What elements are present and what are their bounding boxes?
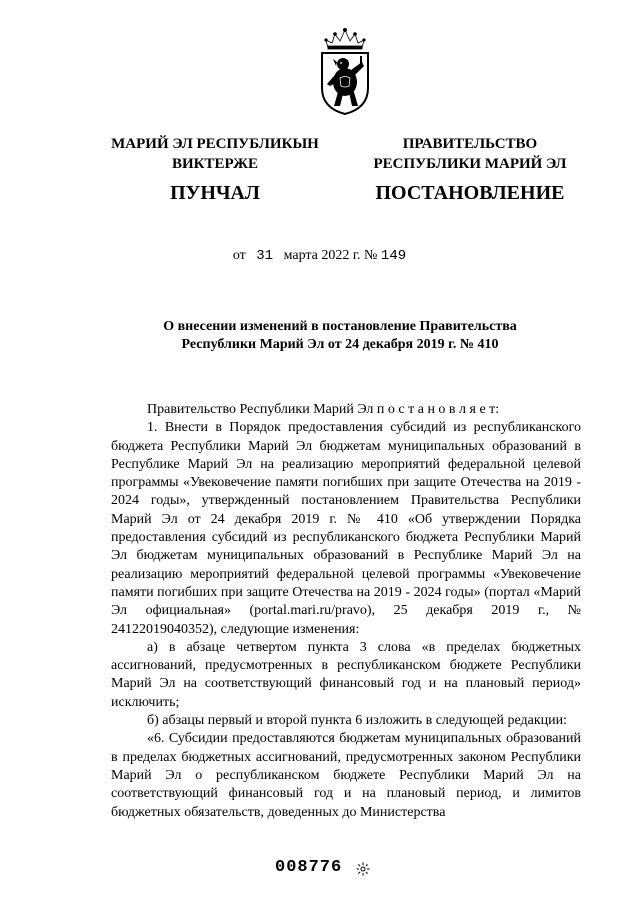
document-number: 149 xyxy=(380,248,407,264)
header-left-title: ПУНЧАЛ xyxy=(170,182,260,204)
date-month-year: марта 2022 г. № xyxy=(283,248,378,263)
document-title-line2: Республики Марий Эл от 24 декабря 2019 г. № 410 xyxy=(181,337,499,352)
document-date-line xyxy=(0,248,639,264)
date-prefix: от xyxy=(232,248,246,263)
header-left xyxy=(90,134,340,206)
document-body xyxy=(111,401,581,822)
seal-rosette-icon xyxy=(356,862,370,876)
coat-of-arms-icon xyxy=(318,26,372,116)
body-paragraph-5: «6. Субсидии предоставляются бюджетам муниципальных образований в пределах бюджетных ассигнований, предусмотренных законом Республики Марий Эл о республиканском бюджете Республики Марий Эл на соответствующий финансовый год и на плановый период, и лимитов бюджетных обязательств, доведенных до Министерства xyxy=(111,731,581,820)
body-paragraph-3: а) в абзаце четвертом пункта 3 слова «в пределах бюджетных ассигнований, предусмотренных в республиканском бюджете Республики Марий Эл на соответствующий финансовый год и на плановый период» исключить; xyxy=(111,639,581,710)
date-day: 31 xyxy=(256,248,274,264)
body-paragraph-1: Правительство Республики Марий Эл п о с т а н о в л я е т: xyxy=(147,402,500,417)
header-right-title: ПОСТАНОВЛЕНИЕ xyxy=(375,182,565,204)
header-right-line1: ПРАВИТЕЛЬСТВО xyxy=(402,136,538,152)
header-right-line2: РЕСПУБЛИКИ МАРИЙ ЭЛ xyxy=(373,156,567,172)
body-paragraph-4: б) абзацы первый и второй пункта 6 изложить в следующей редакции: xyxy=(147,713,568,729)
header-left-line1: МАРИЙ ЭЛ РЕСПУБЛИКЫН xyxy=(111,136,319,152)
document-title xyxy=(90,318,590,354)
body-paragraph-2: 1. Внести в Порядок предоставления субсидий из республиканского бюджета Республики Марий Эл бюджетам муниципальных образований в Республике Марий Эл на реализацию мероприятий федеральной целевой программы «Увековечение памяти погибших при защите Отечества на 2019 - 2024 годы», утвержденный постановлением Правительства Республики Марий Эл от 24 декабря 2019 г. № 410 «Об утверждении Порядка предоставления субсидий из республиканского бюджета Республики Марий Эл бюджетам муниципальных образований в Республике Марий Эл на реализацию мероприятий федеральной целевой программы «Увековечение памяти погибших при защите Отечества на 2019 - 2024 годы» (портал «Марий Эл официальная» (portal.mari.ru/pravo), 25 декабря 2019 г., № 24122019040352), следующие изменения: xyxy=(111,420,581,637)
header-left-line2: ВИКТЕРЖЕ xyxy=(171,156,259,172)
document-title-line1: О внесении изменений в постановление Правительства xyxy=(163,319,517,334)
form-serial-number: 008776 xyxy=(275,858,343,877)
header-right xyxy=(345,134,595,206)
